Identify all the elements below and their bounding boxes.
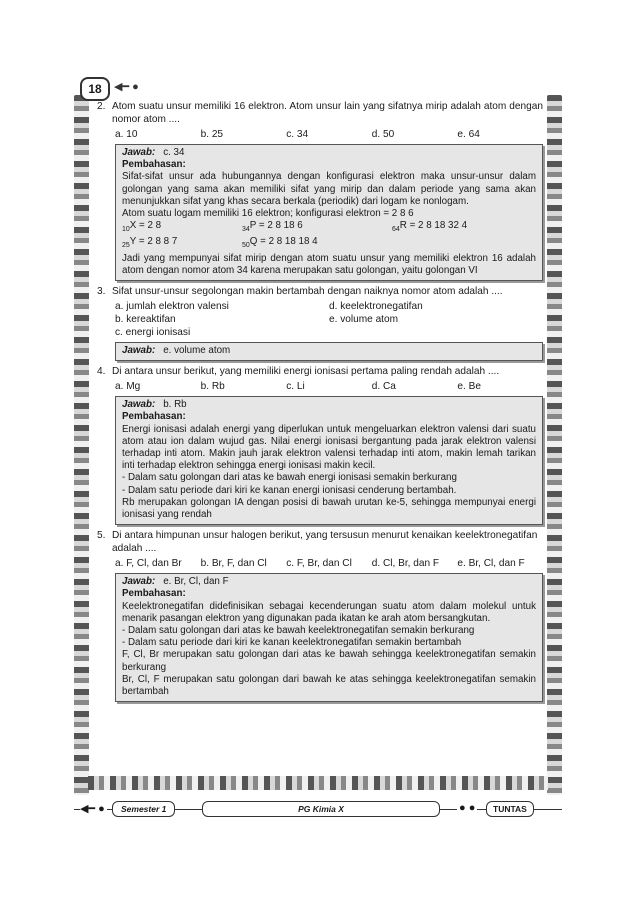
answer-box-2: [115, 144, 543, 281]
option-c: c. 34: [286, 129, 309, 140]
pembahasan-label: Pembahasan:: [122, 159, 186, 171]
question-2: [97, 100, 543, 126]
jawab-value: c. 34: [163, 147, 185, 158]
footer-tuntas: TUNTAS: [486, 801, 534, 817]
question-number: 2.: [97, 101, 106, 112]
page-content: [97, 100, 543, 706]
question-3: [97, 285, 543, 298]
pembahasan-label: Pembahasan:: [122, 588, 186, 600]
footer-title: PG Kimia X: [202, 801, 440, 817]
option-d: d. Ca: [371, 381, 396, 393]
option-a: a. F, Cl, dan Br: [115, 558, 182, 570]
arrow-left-icon: ◀━ ●: [114, 81, 139, 93]
configuration-p: $_{34}$P = 2 8 18 6: [242, 220, 303, 234]
jawab-value: e. volume atom: [163, 344, 231, 356]
explanation-paragraph: Rb merupakan golongan IA dengan posisi di bawah urutan ke-5, sehingga mempunyai energi ionisasi yang rendah: [122, 496, 536, 520]
explanation-paragraph: Br, Cl, F merupakan satu golongan dari bawah ke atas sehingga keelektronegatifan semakin bertambah: [122, 673, 536, 697]
jawab-label: Jawab:: [122, 147, 156, 158]
option-b: b. kereaktifan: [115, 313, 176, 325]
question-text: Di antara himpunan unsur halogen berikut, yang tersusun menurut kenaikan keelektronegatifan adalah ....: [112, 530, 538, 555]
configuration-row: [122, 236, 536, 252]
explanation-paragraph: Jadi yang mempunyai sifat mirip dengan atom suatu unsur yang memiliki elektron 16 adalah atom dengan nomor atom 34 karena merupakan satu golongan, yaitu golongan VI: [122, 252, 536, 276]
option-e: e. 64: [457, 129, 480, 140]
option-c: c. F, Br, dan Cl: [286, 558, 352, 570]
configuration-y: $_{25}$Y = 2 8 8 7: [122, 236, 178, 250]
question-text: Di antara unsur berikut, yang memiliki energi ionisasi pertama paling rendah adalah ....: [112, 366, 500, 378]
jawab-value: e. Br, Cl, dan F: [163, 576, 229, 588]
jawab-label: Jawab:: [122, 399, 156, 411]
answer-box-4: [115, 396, 543, 525]
question-number: 5.: [97, 530, 106, 542]
configuration-row: [122, 220, 536, 236]
option-e: e. Be: [457, 381, 481, 393]
jawab-label: Jawab:: [122, 576, 156, 588]
configuration-q: $_{50}$Q = 2 8 18 18 4: [242, 236, 318, 250]
option-d: d. 50: [371, 129, 395, 140]
explanation-bullet: - Dalam satu golongan dari atas ke bawah energi ionisasi semakin berkurang: [122, 472, 457, 484]
question-number: 4.: [97, 366, 106, 378]
question-text: Sifat unsur-unsur segolongan makin bertambah dengan naiknya nomor atom adalah ....: [112, 285, 503, 297]
option-e: e. Br, Cl, dan F: [457, 558, 525, 570]
option-b: b. 25: [200, 129, 224, 140]
option-e: e. volume atom: [329, 313, 399, 325]
pembahasan-label: Pembahasan:: [122, 411, 186, 423]
question-5: [97, 529, 543, 555]
option-d: d. keelektronegatifan: [329, 300, 423, 312]
jawab-value: b. Rb: [163, 399, 187, 411]
explanation-bullet: - Dalam satu golongan dari atas ke bawah keelektronegatifan semakin berkurang: [122, 624, 475, 636]
page-footer: [74, 800, 564, 818]
explanation-bullet: - Dalam satu periode dari kiri ke kanan keelektronegatifan semakin bertambah: [122, 637, 462, 649]
answer-box-5: [115, 573, 543, 702]
question-text: Atom suatu unsur memiliki 16 elektron. Atom unsur lain yang sifatnya mirip adalah atom dengan nomor atom ....: [112, 101, 543, 125]
option-b: b. Rb: [200, 381, 225, 393]
page-number: 18: [80, 77, 110, 101]
answer-box-3: [115, 342, 543, 361]
explanation-paragraph: F, Cl, Br merupakan satu golongan dari atas ke bawah sehingga keelektronegatifan semakin berkurang: [122, 649, 536, 673]
question-number: 3.: [97, 285, 106, 297]
question-5-options: [97, 557, 543, 570]
configuration-x: $_{10}$X = 2 8: [122, 220, 162, 234]
question-3-options: [97, 300, 543, 339]
explanation-bullet: - Dalam satu periode dari kiri ke kanan energi ionisasi cenderung bertambah.: [122, 484, 457, 496]
footer-semester: Semester 1: [112, 801, 175, 817]
option-c: c. Li: [286, 381, 305, 393]
option-b: b. Br, F, dan Cl: [200, 558, 267, 570]
configuration-r: $_{64}$R = 2 8 18 32 4: [392, 220, 468, 234]
option-a: a. jumlah elektron valensi: [115, 300, 229, 312]
option-c: c. energi ionisasi: [115, 326, 191, 338]
decorative-border-left: [74, 95, 89, 795]
question-2-options: [97, 128, 543, 141]
option-d: d. Cl, Br, dan F: [371, 558, 440, 570]
option-a: a. 10: [115, 129, 138, 140]
decorative-border-right: [547, 95, 562, 795]
arrow-left-icon: ◀━ ●: [80, 803, 105, 815]
decorative-border-bottom: [88, 776, 548, 790]
option-a: a. Mg: [115, 381, 141, 393]
explanation-paragraph: Sifat-sifat unsur ada hubungannya dengan konfigurasi elektron maka unsur-unsur dalam golongan yang sama akan memiliki sifat yang mirip dan dalam periode yang sama akan menunjukkan sifat yang khas secara berkala (periodik) dari logam ke nonlogam.: [122, 171, 536, 207]
explanation-paragraph: Atom suatu logam memiliki 16 elektron; konfigurasi elektron = 2 8 6: [122, 208, 414, 220]
jawab-label: Jawab:: [122, 344, 156, 356]
question-4: [97, 365, 543, 378]
question-4-options: [97, 380, 543, 393]
explanation-paragraph: Keelektronegatifan didefinisikan sebagai kecenderungan suatu atom dalam molekul untuk menarik pasangan elektron yang digunakan pada ikatan ke arah atom bersangkutan.: [122, 600, 536, 624]
dots-icon: ● ●: [459, 802, 476, 814]
explanation-paragraph: Energi ionisasi adalah energi yang diperlukan untuk mengeluarkan elektron valensi dari suatu atom atau ion dalam wujud gas. Nilai energi ionisasi bergantung pada jarak elektron valensi terhadap inti atom. Makin jauh jarak elektron valensi terhadap inti atom, makin lemah tarikan inti terhadap elektron sehingga energi ionisasi makin kecil.: [122, 423, 536, 472]
